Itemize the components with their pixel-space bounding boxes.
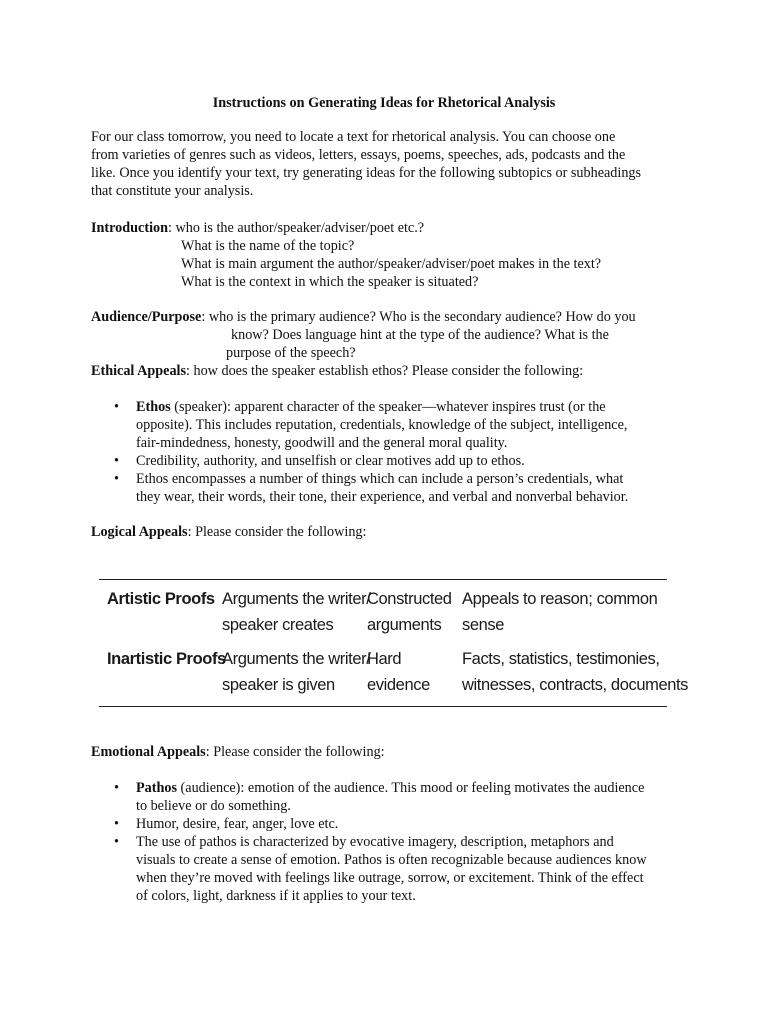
proofs-table: [99, 579, 689, 707]
logical-heading: [91, 523, 691, 541]
introduction-question: : who is the author/speaker/adviser/poet etc.?: [168, 220, 425, 236]
table-cell-arguments: Arguments the writer/ speaker creates: [222, 590, 371, 634]
bullet-icon: •: [114, 816, 119, 832]
bullet-text: Credibility, authority, and unselfish or clear motives add up to ethos.: [136, 453, 525, 469]
bullet-text: when they’re moved with feelings like outrage, sorrow, or excitement. Think of the effect: [136, 870, 644, 886]
bullet-line: [136, 779, 691, 797]
document-title: Instructions on Generating Ideas for Rhetorical Analysis: [212, 95, 556, 111]
audience-label: Audience/Purpose: [91, 309, 202, 325]
intro-paragraph: [91, 128, 691, 200]
audience-question: purpose of the speech?: [226, 345, 356, 361]
bullet-text: The use of pathos is characterized by evocative imagery, description, metaphors and: [136, 834, 614, 850]
bullet-term: Ethos: [136, 399, 171, 415]
bullet-icon: •: [114, 399, 119, 415]
audience-line: [91, 308, 731, 326]
table-row: [99, 646, 689, 698]
table-cell-kind: Hard evidence: [367, 650, 430, 694]
intro-line: like. Once you identify your text, try generating ideas for the following subtopics or subheadings: [91, 165, 642, 181]
bullet-icon: •: [114, 780, 119, 796]
list-item: [91, 779, 691, 815]
table-cell-type: Artistic Proofs: [107, 590, 215, 608]
bullet-text: fair-mindedness, honesty, goodwill and the general moral quality.: [136, 435, 508, 451]
bullet-text: (speaker): apparent character of the speaker—whatever inspires trust (or the: [170, 399, 606, 415]
ethical-text: : how does the speaker establish ethos? Please consider the following:: [186, 363, 584, 379]
table-cell-type: Inartistic Proofs: [107, 650, 226, 668]
introduction-question: What is the name of the topic?: [181, 238, 355, 254]
table-cell-kind: Constructed arguments: [367, 590, 452, 634]
audience-question: : who is the primary audience? Who is the secondary audience? How do you: [201, 309, 636, 325]
ethical-section: [91, 362, 691, 380]
bullet-icon: •: [114, 834, 119, 850]
introduction-line: [91, 219, 691, 237]
bullet-text: they wear, their words, their tone, their experience, and verbal and nonverbal behavior.: [136, 489, 629, 505]
list-item: [91, 398, 691, 452]
audience-section: [91, 308, 731, 362]
intro-line: from varieties of genres such as videos, letters, essays, poems, speeches, ads, podcasts and the: [91, 147, 626, 163]
introduction-label: Introduction: [91, 220, 168, 236]
logical-section: [91, 523, 691, 541]
bullet-text: (audience): emotion of the audience. This mood or feeling motivates the audience: [177, 780, 645, 796]
bullet-text: of colors, light, darkness if it applies to your text.: [136, 888, 416, 904]
ethical-bullets: [91, 398, 691, 506]
emotional-bullets: [91, 779, 691, 905]
list-item: [91, 452, 691, 470]
list-item: [91, 470, 691, 506]
logical-label: Logical Appeals: [91, 524, 188, 540]
bullet-text: opposite). This includes reputation, credentials, knowledge of the subject, intelligence,: [136, 417, 628, 433]
ethical-heading: [91, 362, 691, 380]
emotional-heading: [91, 743, 691, 761]
bullet-term: Pathos: [136, 780, 177, 796]
table-cell-description: Appeals to reason; common sense: [462, 590, 658, 634]
intro-line: For our class tomorrow, you need to locate a text for rhetorical analysis. You can choose one: [91, 129, 616, 145]
bullet-text: to believe or do something.: [136, 798, 291, 814]
bullet-icon: •: [114, 471, 119, 487]
bullet-icon: •: [114, 453, 119, 469]
table-cell-arguments: Arguments the writer/ speaker is given: [222, 650, 371, 694]
emotional-section: [91, 743, 691, 761]
bullet-text: Ethos encompasses a number of things which can include a person’s credentials, what: [136, 471, 624, 487]
list-item: [91, 815, 691, 833]
audience-question: know? Does language hint at the type of the audience? What is the: [231, 327, 609, 343]
bullet-text: Humor, desire, fear, anger, love etc.: [136, 816, 339, 832]
table-cell-description: Facts, statistics, testimonies, witnesses, contracts, documents: [462, 650, 689, 694]
bullet-text: visuals to create a sense of emotion. Pathos is often recognizable because audiences know: [136, 852, 647, 868]
logical-text: : Please consider the following:: [187, 524, 367, 540]
intro-line: that constitute your analysis.: [91, 183, 254, 199]
emotional-label: Emotional Appeals: [91, 744, 206, 760]
introduction-question: What is the context in which the speaker is situated?: [181, 274, 479, 290]
ethical-label: Ethical Appeals: [91, 363, 186, 379]
bullet-line: [136, 398, 691, 416]
introduction-question: What is main argument the author/speaker/adviser/poet makes in the text?: [181, 256, 602, 272]
list-item: [91, 833, 691, 905]
table-row: [99, 586, 667, 638]
emotional-text: : Please consider the following:: [205, 744, 385, 760]
introduction-section: [91, 219, 691, 291]
